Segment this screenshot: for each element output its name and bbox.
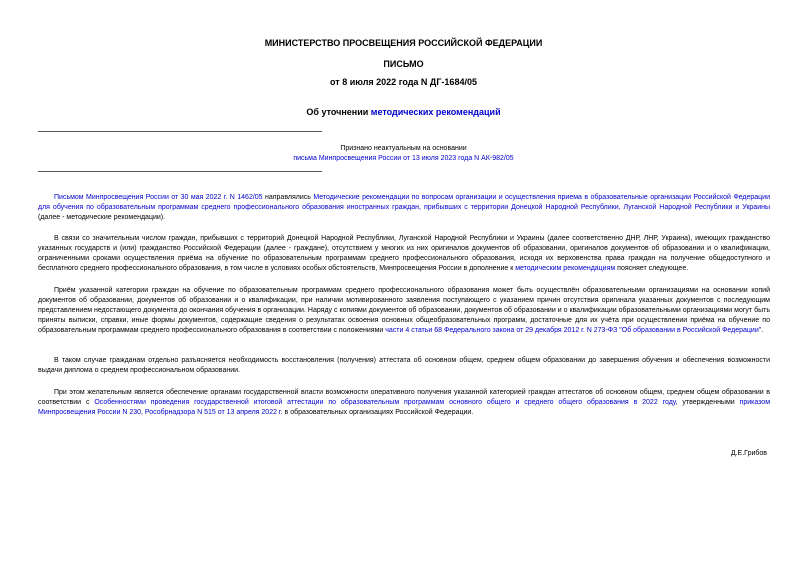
subject-prefix: Об уточнении [306, 107, 371, 117]
ministry-name: МИНИСТЕРСТВО ПРОСВЕЩЕНИЯ РОССИЙСКОЙ ФЕДЕРАЦИИ [264, 38, 543, 48]
p2-recommendations-link[interactable]: методическим рекомендациям [515, 265, 616, 272]
p3-text-1: Приём указанной категории граждан на обучение по образовательным программам среднего профессионального образования может быть осуществлён образовательными организациями на основании копий документов об образовании, документов об образовании и о квалификации, при наличии мотивированного заявления поступающего с указанием причин отсутствия оригинала указанных документов с последующим представлением недостающего документа до окончания обучения в организации. Наряду с копиями документов об образовании, документов об образовании и о квалификации образовательными организациями могут быть приняты выписки, справки, иные формы документов, содержащие сведения о результатах освоения основных общеобразовательных программ, достаточные для их учёта при осуществлении приёма на обучение по образовательным программам среднего профессионального образования в соответствии с положениями [38, 287, 770, 334]
p3-law-link[interactable]: части 4 статьи 68 Федерального закона от 29 декабря 2012 г. N 273-ФЗ "Об образовании в Российской Федерации" [385, 327, 762, 334]
document-type: ПИСЬМО [383, 59, 424, 69]
document-subject [0, 107, 807, 117]
document-date: от 8 июля 2022 года N ДГ-1684/05 [330, 77, 477, 87]
signature: Д.Е.Грибов [730, 450, 767, 457]
paragraph-4 [38, 356, 770, 376]
status-note-line2 [0, 154, 807, 164]
divider-top [38, 131, 322, 132]
paragraph-3 [38, 286, 770, 336]
subject-link[interactable]: методических рекомендаций [370, 107, 501, 117]
p5-text-3: в образовательных организациях Российской Федерации. [282, 409, 474, 416]
p1-letter-link[interactable]: Письмом Минпросвещения России от 30 мая 2022 г. N 1462/05 [54, 194, 263, 201]
p2-text-2: поясняет следующее. [615, 265, 689, 272]
p4-text-1: В таком случае гражданам отдельно разъясняется необходимость восстановления (получения) аттестата об основном общем, среднем общем образовании до завершения обучения и обеспечения возможности выдачи диплома о среднем профессиональном образовании. [38, 357, 770, 374]
status-note-link[interactable]: письма Минпросвещения России от 13 июля 2023 года N АК-982/05 [293, 155, 514, 162]
p3-text-2: . [761, 327, 764, 334]
p1-recommendations-link[interactable]: Методические рекомендации по вопросам организации и осуществления приема в образовательные организации Российской Федерации для обучения по образовательным программам среднего профессионального образования иностранных граждан, прибывших с территории Донецкой Народной Республики, Луганской Народной Республики и Украины [38, 194, 770, 211]
p5-order-link[interactable]: приказом Минпросвещения России N 230, Рособрнадзора N 515 от 13 апреля 2022 г. [38, 399, 771, 416]
p5-text-2: , утвержденными [675, 399, 740, 406]
p5-features-link[interactable]: Особенностями проведения государственной итоговой аттестации по образовательным программам основного общего и среднего общего образования в 2022 году [94, 399, 676, 406]
paragraph-1 [38, 193, 770, 223]
p1-text-1: направлялись [262, 194, 314, 201]
paragraph-5 [38, 388, 770, 418]
p5-text-1: При этом желательным является обеспечение органами государственной власти возможности оперативного получения указанной категорией граждан аттестатов об основном общем, среднем общем образовании в соответствии с [38, 389, 770, 406]
p2-text-1: В связи со значительным числом граждан, прибывших с территорий Донецкой Народной Республики, Луганской Народной Республики и Украины (далее соответственно ДНР, ЛНР, Украина), имеющих гражданство указанных государств и (или) гражданство Российской Федерации (далее - граждане), отсутствием у многих из них оригиналов документов об образовании, оригиналов документов об образовании и о квалификации, ограниченными сроками осуществления приёма на обучение по образовательным программам среднего профессионального образования, исходя их верховенства права граждан на получение общедоступного и бесплатного среднего профессионального образования, в том числе в условиях особых обстоятельств, Минпросвещения России в дополнение к [38, 235, 770, 272]
paragraph-2 [38, 234, 770, 274]
status-note-line1: Признано неактуальным на основании [340, 145, 467, 152]
divider-bottom [38, 171, 322, 172]
p1-text-2: (далее - методические рекомендации). [38, 214, 166, 221]
